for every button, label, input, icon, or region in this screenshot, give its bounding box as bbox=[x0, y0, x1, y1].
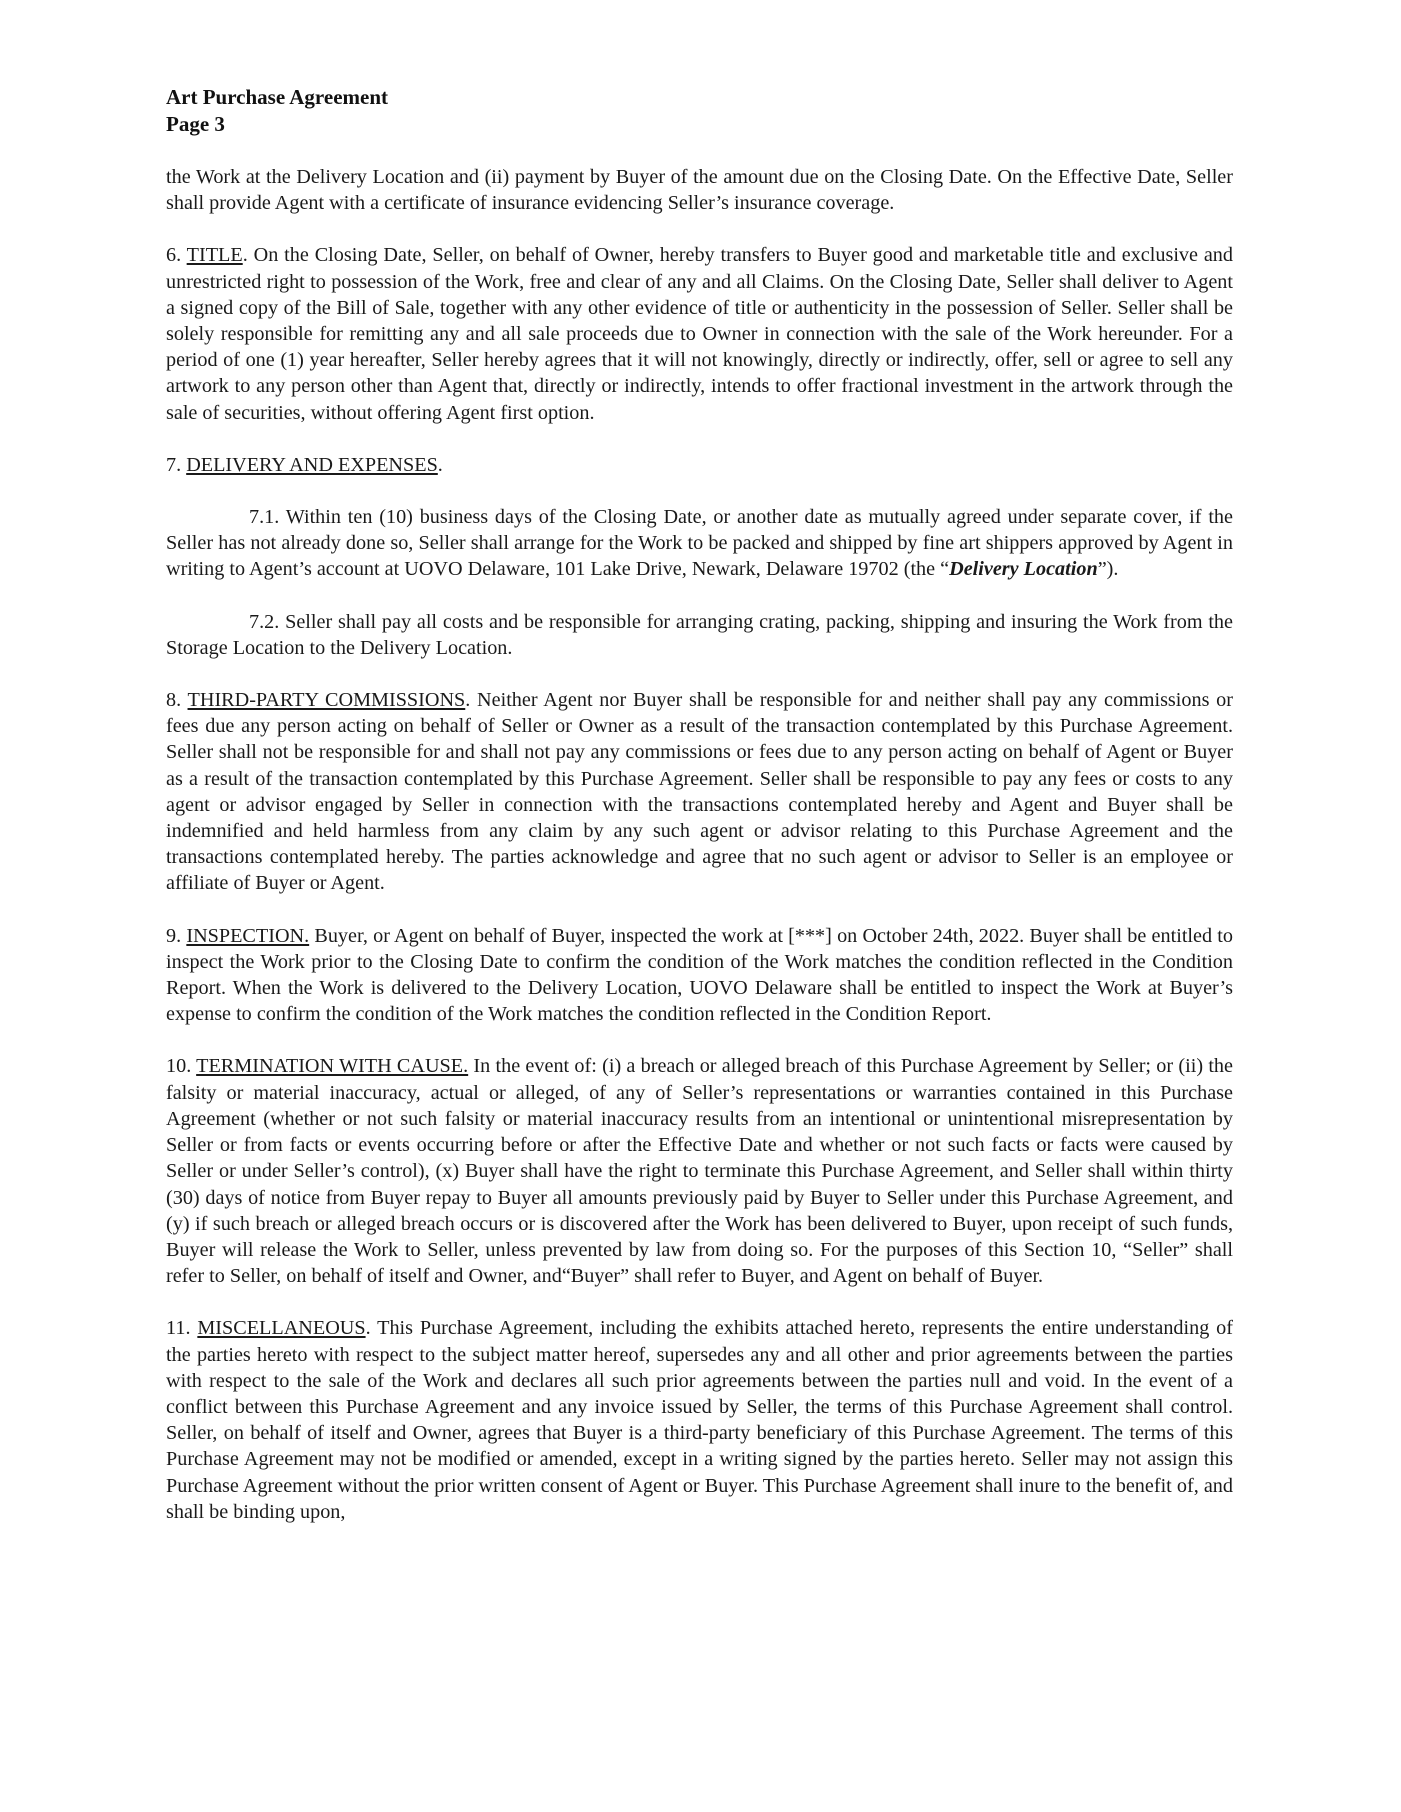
section-number: 7. bbox=[166, 453, 187, 476]
section-text: . bbox=[437, 453, 443, 476]
section-text: In the event of: (i) a breach or alleged breach of this Purchase Agreement by Seller; or (ii) the falsity or material inaccuracy, actual or alleged, of any of Seller’s representations or warranties contained in this Purchase Agreement (whether or not such falsity or material inaccuracy results from an intentional or unintentional misrepresentation by Seller or from facts or events occurring before or after the Effective Date and whether or not such facts or facts were caused by Seller or under Seller’s control), (x) Buyer shall have the right to terminate this Purchase Agreement, and Seller shall within thirty (30) days of notice from Buyer repay to Buyer all amounts previously paid by Buyer to Seller under this Purchase Agreement, and (y) if such breach or alleged breach occurs or is discovered after the Work has been delivered to Buyer, upon receipt of such funds, Buyer will release the Work to Seller, unless prevented by law from doing so. For the purposes of this Section 10, “Seller” shall refer to Seller, on behalf of itself and Owner, and“Buyer” shall refer to Buyer, and Agent on behalf of Buyer. bbox=[166, 1055, 1233, 1288]
section-text: ”). bbox=[1097, 558, 1119, 581]
section-number: 9. bbox=[166, 924, 187, 947]
section-number: 6. bbox=[166, 244, 187, 267]
document-body bbox=[166, 164, 1233, 1525]
section-text: . This Purchase Agreement, including the exhibits attached hereto, represents the entire understanding of the parties hereto with respect to the subject matter hereof, supersedes any and all other and prior agreements between the parties with respect to the sale of the Work and declares all such prior agreements between the parties null and void. In the event of a conflict between this Purchase Agreement and any invoice issued by Seller, the terms of this Purchase Agreement shall control. Seller, on behalf of itself and Owner, agrees that Buyer is a third-party beneficiary of this Purchase Agreement. The terms of this Purchase Agreement may not be modified or amended, except in a writing signed by the parties hereto. Seller may not assign this Purchase Agreement without the prior written consent of Agent or Buyer. This Purchase Agreement shall inure to the benefit of, and shall be binding upon, bbox=[166, 1317, 1233, 1523]
section-text: Buyer, or Agent on behalf of Buyer, inspected the work at [***] on October 24th, 2022. Buyer shall be entitled to inspect the Work prior to the Closing Date to confirm the condition of the Work matches the condition reflected in the Condition Report. When the Work is delivered to the Delivery Location, UOVO Delaware shall be entitled to inspect the Work at Buyer’s expense to confirm the condition of the Work matches the condition reflected in the Condition Report. bbox=[166, 924, 1233, 1026]
page-number: Page 3 bbox=[166, 112, 225, 136]
section-text: . On the Closing Date, Seller, on behalf of Owner, hereby transfers to Buyer good and marketable title and exclusive and unrestricted right to possession of the Work, free and clear of any and all Claims. On the Closing Date, Seller shall deliver to Agent a signed copy of the Bill of Sale, together with any other evidence of title or authenticity in the possession of Seller. Seller shall be solely responsible for remitting any and all sale proceeds due to Owner in connection with the sale of the Work hereunder. For a period of one (1) year hereafter, Seller hereby agrees that it will not knowingly, directly or indirectly, offer, sell or agree to sell any artwork to any person other than Agent that, directly or indirectly, intends to offer fractional investment in the artwork through the sale of securities, without offering Agent first option. bbox=[166, 244, 1233, 424]
section-heading: INSPECTION. bbox=[186, 924, 310, 947]
paragraph-continuation: the Work at the Delivery Location and (ii) payment by Buyer of the amount due on the Closing Date. On the Effective Date, Seller shall provide Agent with a certificate of insurance evidencing Seller’s insurance coverage. bbox=[166, 166, 1233, 215]
section-10-termination bbox=[166, 1053, 1233, 1289]
section-8-commissions bbox=[166, 687, 1233, 897]
section-heading: THIRD-PARTY COMMISSIONS bbox=[187, 689, 466, 712]
section-11-miscellaneous bbox=[166, 1315, 1233, 1525]
section-9-inspection bbox=[166, 923, 1233, 1028]
section-7-delivery bbox=[166, 452, 1233, 478]
document-page bbox=[166, 84, 1233, 1551]
section-heading: DELIVERY AND EXPENSES bbox=[186, 453, 438, 476]
section-6-title bbox=[166, 242, 1233, 425]
section-text: . Neither Agent nor Buyer shall be responsible for and neither shall pay any commissions or fees due any person acting on behalf of Seller or Owner as a result of the transaction contemplated by this Purchase Agreement. Seller shall not be responsible for and shall not pay any commissions or fees due to any person acting on behalf of Agent or Buyer as a result of the transaction contemplated by this Purchase Agreement. Seller shall be responsible to pay any fees or costs to any agent or advisor engaged by Seller in connection with the transactions contemplated hereby and Agent and Buyer shall be indemnified and held harmless from any claim by any such agent or advisor relating to this Purchase Agreement and the transactions contemplated hereby. The parties acknowledge and agree that no such agent or advisor to Seller is an employee or affiliate of Buyer or Agent. bbox=[166, 689, 1233, 895]
defined-term: Delivery Location bbox=[949, 558, 1098, 581]
section-number: 11. bbox=[166, 1317, 198, 1340]
section-number: 8. bbox=[166, 689, 188, 712]
section-heading: TITLE bbox=[186, 244, 243, 267]
document-title: Art Purchase Agreement bbox=[166, 85, 388, 109]
section-heading: TERMINATION WITH CAUSE. bbox=[196, 1055, 469, 1078]
section-7-2: 7.2. Seller shall pay all costs and be responsible for arranging crating, packing, shipping and insuring the Work from the Storage Location to the Delivery Location. bbox=[166, 610, 1233, 659]
section-text: 7.1. Within ten (10) business days of the Closing Date, or another date as mutually agreed under separate cover, if the Seller has not already done so, Seller shall arrange for the Work to be packed and shipped by fine art shippers approved by Agent in writing to Agent’s account at UOVO Delaware, 101 Lake Drive, Newark, Delaware 19702 (the “ bbox=[166, 506, 1233, 581]
section-number: 10. bbox=[166, 1055, 197, 1078]
section-7-1 bbox=[166, 504, 1233, 583]
section-heading: MISCELLANEOUS bbox=[197, 1317, 366, 1340]
